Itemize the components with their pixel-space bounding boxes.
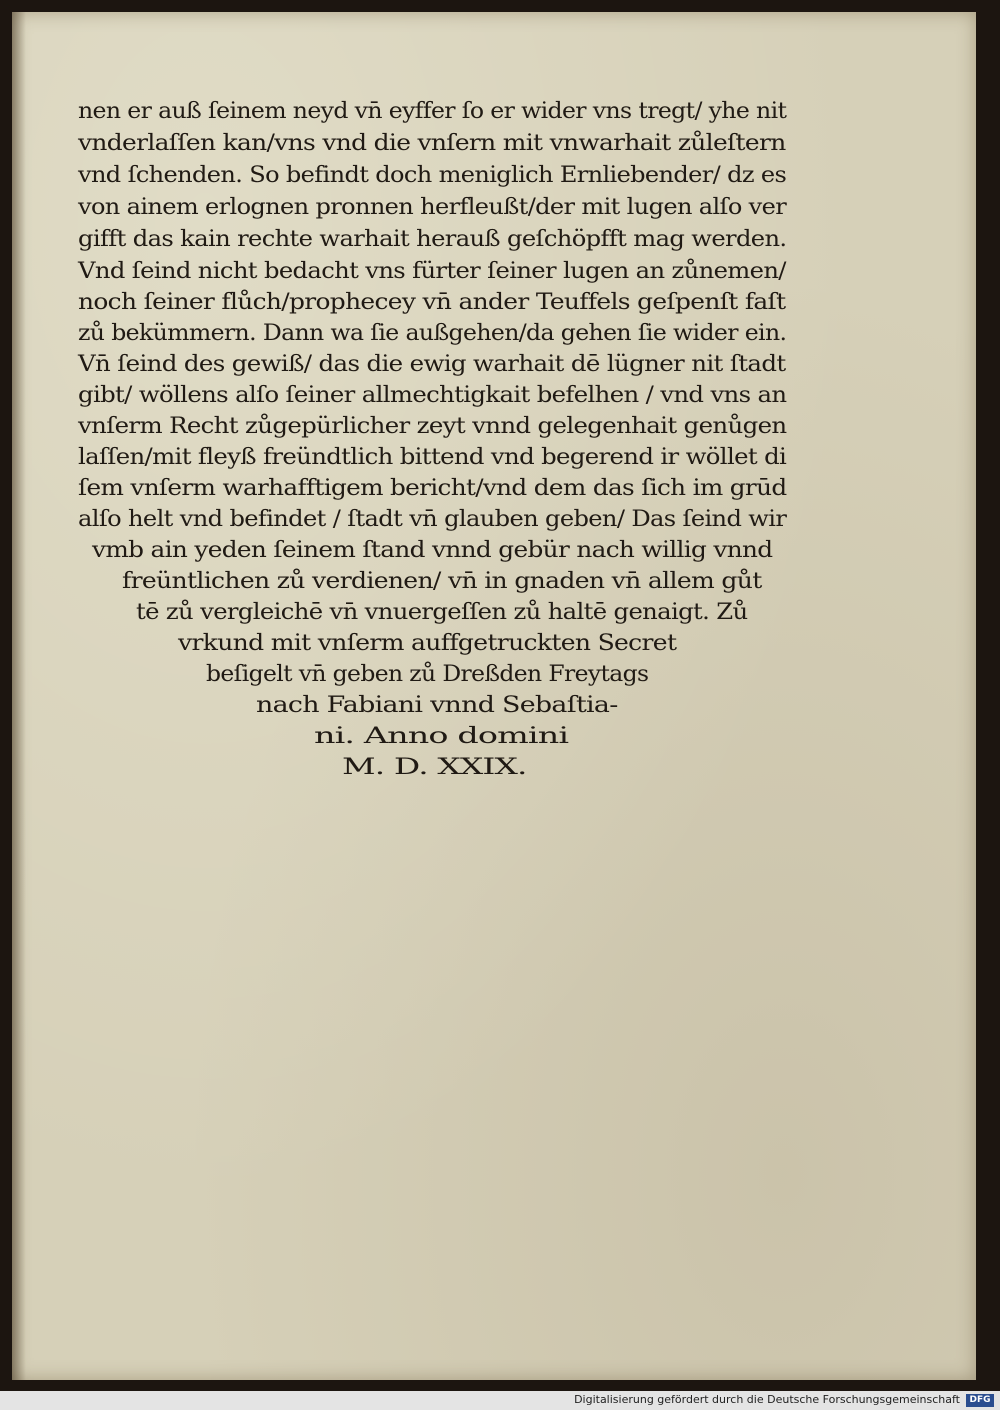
- page-gutter-shadow: [12, 12, 26, 1380]
- text-line: alſo helt vnd befindet / ſtadt vn̄ glauben geben/ Das ſeind wir: [78, 506, 787, 532]
- dfg-logo: DFG: [966, 1394, 994, 1407]
- text-line: zů bekümmern. Dann wa ſie außgehen/da gehen ſie wider ein.: [78, 320, 787, 346]
- text-line: nach Fabiani vnnd Sebaſtia-: [256, 692, 618, 718]
- text-line: vmb ain yeden ſeinem ſtand vnnd gebür nach willig vnnd: [92, 537, 773, 563]
- text-line: Vn̄ ſeind des gewiß/ das die ewig warhait dē lügner nit ſtadt: [78, 351, 786, 377]
- text-line: nen er auß ſeinem neyd vn̄ eyffer ſo er wider vns tregt/ yhe nit: [78, 98, 787, 124]
- text-line: vrkund mit vnſerm auffgetruckten Secret: [178, 630, 677, 656]
- text-line: vnſerm Recht zůgepürlicher zeyt vnnd gelegenhait genůgen: [78, 413, 787, 439]
- text-line: M. D. XXIX.: [342, 754, 527, 780]
- text-line: gifft das kain rechte warhait herauß geſchöpfft mag werden.: [78, 226, 787, 252]
- text-line: beſigelt vn̄ geben zů Dreßden Freytags: [206, 661, 649, 687]
- text-line: ſem vnſerm warhafftigem bericht/vnd dem das ſich im grūd: [78, 475, 787, 501]
- text-line: gibt/ wöllens alſo ſeiner allmechtigkait befelhen / vnd vns an: [78, 382, 787, 408]
- text-line: noch ſeiner flůch/prophecey vn̄ ander Teuffels geſpenſt faſt: [78, 289, 786, 315]
- text-line: freüntlichen zů verdienen/ vn̄ in gnaden vn̄ allem gůt: [122, 568, 762, 594]
- text-line: tē zů vergleichē vn̄ vnuergeſſen zů haltē genaigt. Zů: [136, 599, 748, 625]
- text-line: laſſen/mit fleyß freündtlich bittend vnd begerend ir wöllet di: [78, 444, 787, 470]
- text-line: Vnd ſeind nicht bedacht vns fürter ſeiner lugen an zůnemen/: [78, 258, 786, 284]
- text-line: vnderlaſſen kan/vns vnd die vnſern mit vnwarhait zůleſtern: [78, 130, 786, 156]
- funding-credit: Digitalisierung gefördert durch die Deutsche Forschungsgemeinschaft: [574, 1393, 960, 1406]
- text-line: von ainem erlognen pronnen herfleußt/der mit lugen alſo ver: [78, 194, 787, 220]
- text-line: vnd ſchenden. So befindt doch meniglich Ernliebender/ dz es: [78, 162, 787, 188]
- text-line: ni. Anno domini: [314, 723, 569, 749]
